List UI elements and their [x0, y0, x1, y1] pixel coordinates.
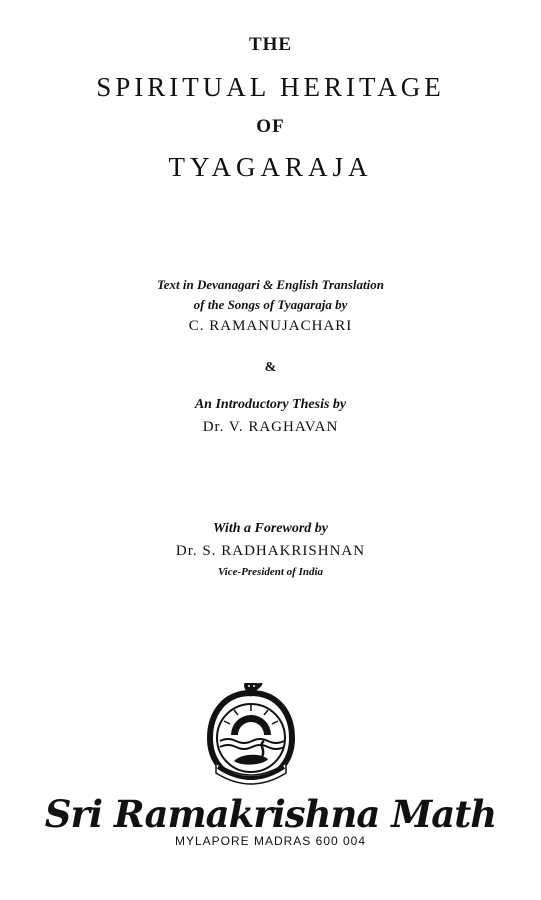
ampersand: & [264, 360, 277, 375]
title-line-spiritual-heritage: SPIRITUAL HERITAGE [96, 72, 445, 102]
foreword-line: With a Foreword by [213, 521, 328, 536]
title-line-tyagaraja: TYAGARAJA [168, 152, 373, 182]
thesis-author: Dr. V. RAGHAVAN [202, 419, 339, 435]
credit-songs-line: of the Songs of Tyagaraja by [193, 297, 348, 312]
ramakrishna-math-emblem-icon [198, 683, 304, 789]
publisher-name: Sri Ramakrishna Math [44, 792, 497, 836]
title-line-of: OF [256, 116, 285, 137]
foreword-author-role: Vice-President of India [217, 566, 324, 578]
translator-name: C. RAMANUJACHARI [188, 318, 353, 334]
title-line-the: THE [248, 34, 293, 55]
publisher-address: MYLAPORE MADRAS 600 004 [174, 834, 367, 848]
foreword-author: Dr. S. RADHAKRISHNAN [175, 543, 366, 559]
credit-text-line: Text in Devanagari & English Translation [157, 277, 384, 292]
thesis-line: An Introductory Thesis by [194, 397, 347, 412]
